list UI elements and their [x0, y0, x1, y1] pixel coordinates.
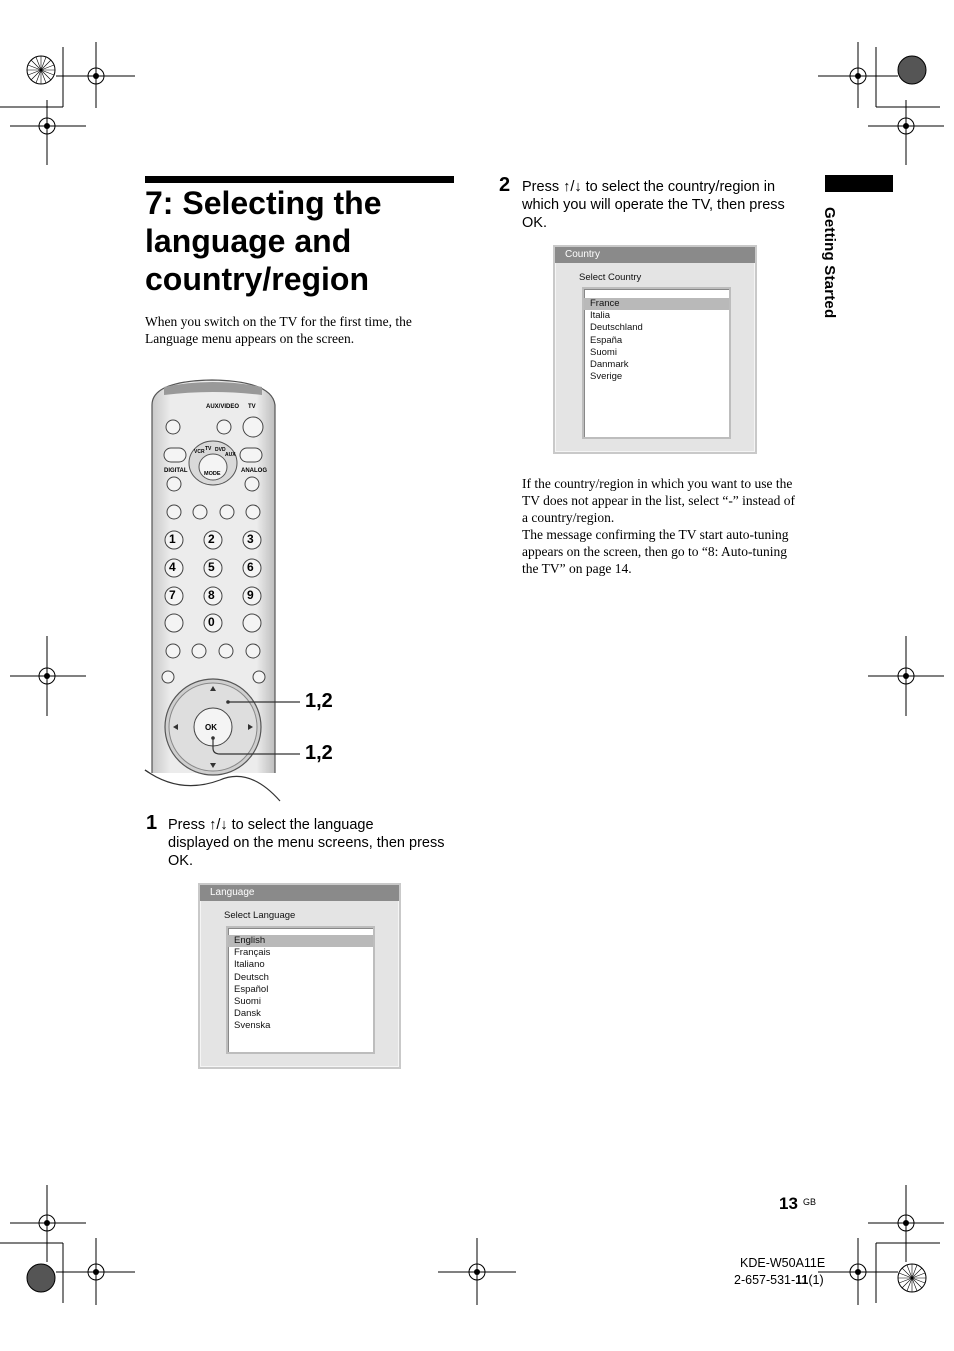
mode-ring-vcr: VCR: [194, 449, 205, 455]
country-menu-header: Country: [555, 247, 755, 263]
tv-label: TV: [248, 404, 256, 410]
digit-4: 4: [169, 560, 176, 574]
aux-video-label: AUX/VIDEO: [206, 404, 240, 410]
language-list: [226, 926, 375, 1054]
language-item-dansk[interactable]: Dansk: [234, 1008, 261, 1020]
country-menu-subtitle: Select Country: [579, 272, 642, 283]
language-item-svenska[interactable]: Svenska: [234, 1020, 271, 1032]
digit-3: 3: [247, 532, 254, 546]
callout-lower: 1,2: [305, 742, 333, 764]
mode-ring-dvd: DVD: [215, 447, 226, 453]
country-item-suomi[interactable]: Suomi: [590, 346, 617, 358]
language-item-deutsch[interactable]: Deutsch: [234, 971, 269, 983]
country-item-espana[interactable]: España: [590, 334, 623, 346]
language-item-espanol[interactable]: Español: [234, 983, 269, 995]
model-code: KDE-W50A11E: [740, 1256, 826, 1270]
digit-0: 0: [208, 615, 215, 629]
digit-6: 6: [247, 560, 254, 574]
title-line: 7: Selecting the: [145, 185, 382, 221]
page-suffix: GB: [803, 1197, 817, 1207]
document-code: 2-657-531-11(1): [734, 1273, 824, 1287]
mode-ring-aux: AUX: [225, 452, 236, 458]
ok-label: OK: [205, 723, 217, 732]
language-item-italiano[interactable]: Italiano: [234, 959, 265, 971]
section-tab-label: Getting Started: [821, 207, 838, 319]
mode-ring-tv: TV: [205, 446, 212, 452]
digit-2: 2: [208, 532, 215, 546]
digital-label: DIGITAL: [164, 468, 188, 474]
digit-8: 8: [208, 588, 215, 602]
country-menu: [553, 245, 757, 454]
intro-paragraph: When you switch on the TV for the first time, the Language menu appears on the screen.: [145, 314, 412, 346]
note-paragraph: If the country/region in which you want to use the TV does not appear in the list, select “-” instead of a country/region. The message confirming the TV start auto-tuning appears on the screen, then go to “8: Auto-tuning the TV” on page 14.: [522, 476, 796, 576]
language-menu-subtitle: Select Language: [224, 910, 296, 921]
country-item-italia[interactable]: Italia: [590, 310, 611, 322]
language-menu-header: Language: [200, 885, 399, 901]
language-item-francais[interactable]: Français: [234, 947, 271, 959]
page-number: 13: [779, 1194, 798, 1213]
step-1-text: Press ↑/↓ to select the language displayed on the menu screens, then press OK.: [168, 817, 445, 869]
digit-1: 1: [169, 532, 176, 546]
country-item-danmark[interactable]: Danmark: [590, 358, 629, 370]
language-menu: [198, 883, 401, 1069]
step-1-number: 1: [146, 812, 158, 834]
callout-upper: 1,2: [305, 690, 333, 712]
section-tab-marker: [825, 175, 893, 192]
page-title: [145, 184, 465, 298]
country-list: [582, 287, 731, 439]
title-line: country/region: [145, 261, 370, 297]
language-item-english[interactable]: English: [228, 935, 373, 947]
mode-label: MODE: [204, 471, 221, 477]
digit-5: 5: [208, 560, 215, 574]
digit-7: 7: [169, 588, 176, 602]
title-line: language and: [145, 223, 352, 259]
country-item-sverige[interactable]: Sverige: [590, 371, 623, 383]
language-item-suomi[interactable]: Suomi: [234, 995, 261, 1007]
country-item-deutschland[interactable]: Deutschland: [590, 322, 643, 334]
step-2-text: Press ↑/↓ to select the country/region in which you will operate the TV, then press OK.: [522, 179, 785, 231]
country-item-france[interactable]: France: [584, 298, 729, 310]
analog-label: ANALOG: [241, 468, 267, 474]
title-rule: [145, 176, 454, 183]
step-2-number: 2: [499, 174, 511, 196]
digit-9: 9: [247, 588, 254, 602]
